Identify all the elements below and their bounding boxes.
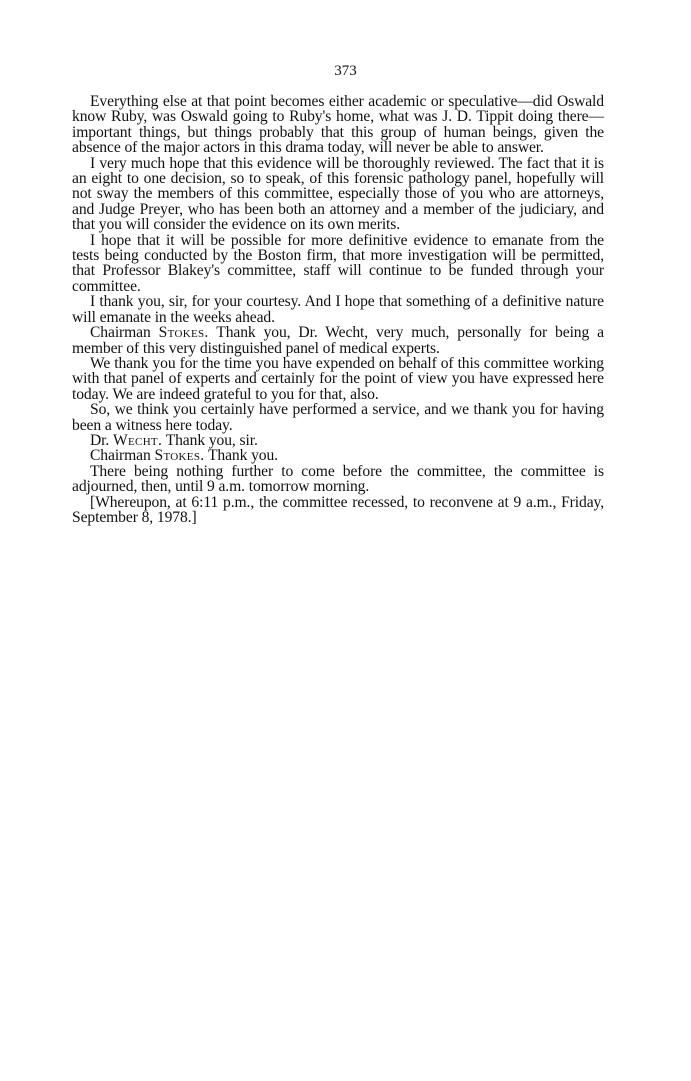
paragraph-4: I thank you, sir, for your courtesy. And I hope that something of a definitive nature will emanate in the weeks ahead. xyxy=(72,293,604,326)
paragraph-2: I very much hope that this evidence will be thoroughly reviewed. The fact that it is an eight to one decision, so to speak, of this forensic pathology panel, hopefully will not sway the members of this committee, especially those of you who are attorneys, and Judge Preyer, who has been both an attorney and a member of the judiciary, and that you will consider the evidence on its own merits. xyxy=(72,154,604,234)
paragraph-11: [Whereupon, at 6:11 p.m., the committee recessed, to reconvene at 9 a.m., Friday, September 8, 1978.] xyxy=(72,493,604,526)
paragraph-8: Dr. Wecht. Thank you, sir. xyxy=(90,431,258,449)
speaker-title: Chairman xyxy=(90,447,151,465)
page-number: 373 xyxy=(334,63,357,79)
hearing-transcript xyxy=(72,94,604,525)
speaker-name: Stokes. xyxy=(154,447,205,465)
paragraph-7: So, we think you certainly have performed a service, and we thank you for having been a witness here today. xyxy=(72,401,604,434)
speaker-title: Dr. xyxy=(90,431,110,449)
speaker-name: Stokes. xyxy=(158,324,209,342)
paragraph-10: There being nothing further to come before the committee, the committee is adjourned, then, until 9 a.m. tomorrow morning. xyxy=(72,462,604,496)
paragraph-6: We thank you for the time you have expended on behalf of this committee working with that panel of experts and certainly for the point of view you have expressed here today. We are indeed grateful to you for that, also. xyxy=(72,354,604,403)
paragraph-1: Everything else at that point becomes either academic or speculative—did Oswald know Ruby, was Oswald going to Ruby's home, what was J. D. Tippit doing there—important things, but things probably that this group of human beings, given the absence of the major actors in this drama today, will never be able to answer. xyxy=(72,93,604,157)
paragraph-9: Chairman Stokes. Thank you. xyxy=(90,447,278,465)
speaker-name: Wecht. xyxy=(113,431,163,449)
paragraph-3: I hope that it will be possible for more definitive evidence to emanate from the tests being conducted by the Boston firm, that more investigation will be permitted, that Professor Blakey's committee, staff will continue to be funded through your committee. xyxy=(72,231,604,295)
speaker-title: Chairman xyxy=(90,324,151,342)
paragraph-5: Chairman Stokes. Thank you, Dr. Wecht, very much, personally for being a member of this very distinguished panel of medical experts. xyxy=(72,324,604,357)
